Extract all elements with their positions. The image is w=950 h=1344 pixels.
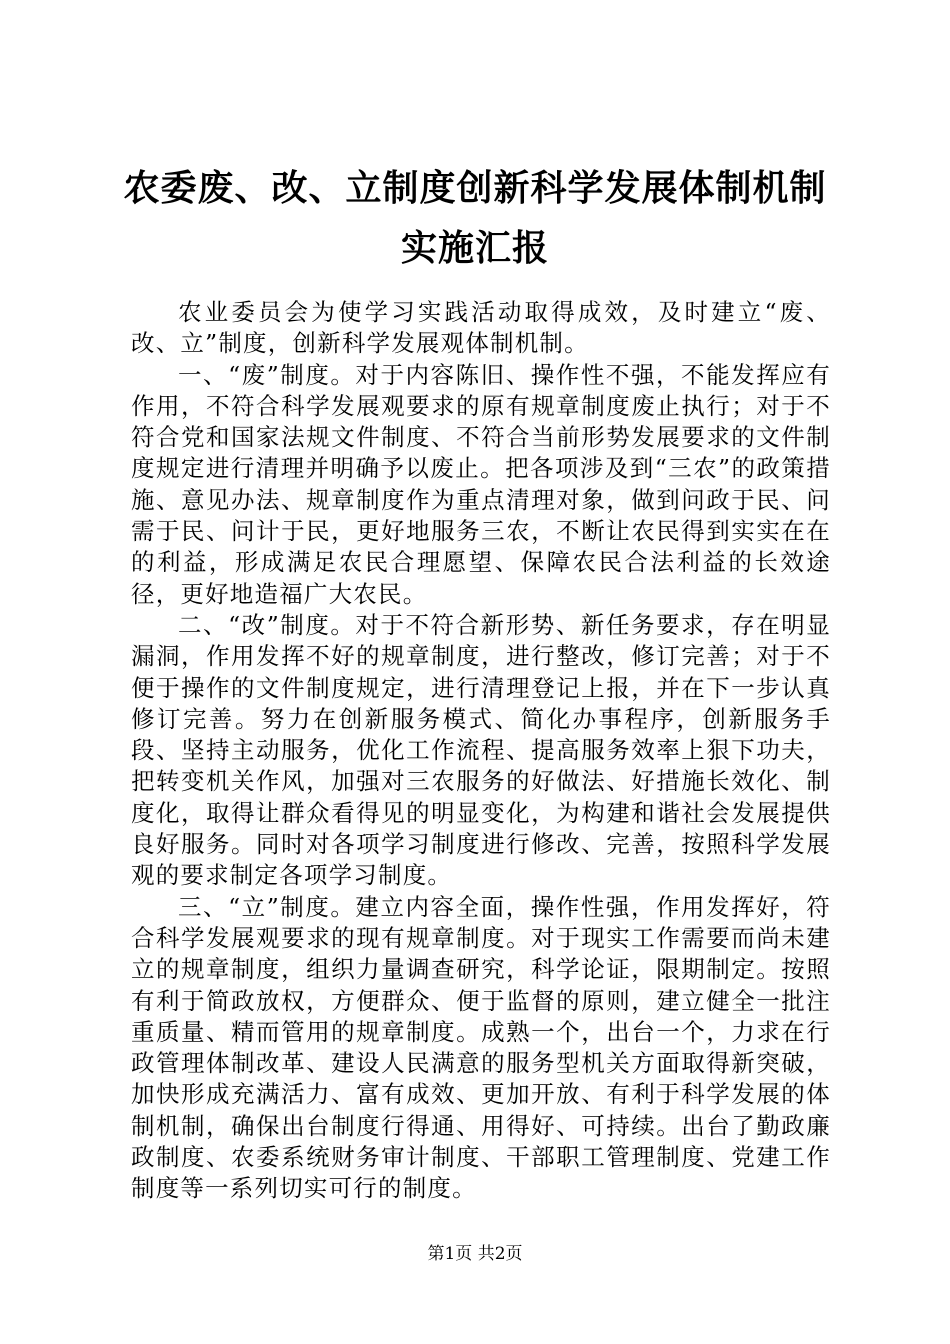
paragraph-establish: 三、“立”制度。建立内容全面，操作性强，作用发挥好，符合科学发展观要求的现有规章制度。对于现实工作需要而尚未建立的规章制度，组织力量调查研究，科学论证，限期制定。按照有利于简政放权，方便群众、便于监督的原则，建立健全一批注重质量、精而管用的规章制度。成熟一个，出台一个，力求在行政管理体制改革、建设人民满意的服务型机关方面取得新突破，加快形成充满活力、富有成效、更加开放、有利于科学发展的体制机制，确保出台制度行得通、用得好、可持续。出台了勤政廉政制度、农委系统财务审计制度、干部职工管理制度、党建工作制度等一系列切实可行的制度。 bbox=[131, 892, 831, 1203]
paragraph-abolish: 一、“废”制度。对于内容陈旧、操作性不强，不能发挥应有作用，不符合科学发展观要求的原有规章制度废止执行；对于不符合党和国家法规文件制度、不符合当前形势发展要求的文件制度规定进行清理并明确予以废止。把各项涉及到“三农”的政策措施、意见办法、规章制度作为重点清理对象，做到问政于民、问需于民、问计于民，更好地服务三农，不断让农民得到实实在在的利益，形成满足农民合理愿望、保障农民合法利益的长效途径，更好地造福广大农民。 bbox=[131, 360, 831, 608]
paragraph-revise: 二、“改”制度。对于不符合新形势、新任务要求，存在明显漏洞，作用发挥不好的规章制度，进行整改，修订完善；对于不便于操作的文件制度规定，进行清理登记上报，并在下一步认真修订完善。努力在创新服务模式、简化办事程序，创新服务手段、坚持主动服务，优化工作流程、提高服务效率上狠下功夫，把转变机关作风，加强对三农服务的好做法、好措施长效化、制度化，取得让群众看得见的明显变化，为构建和谐社会发展提供良好服务。同时对各项学习制度进行修改、完善，按照科学发展观的要求制定各项学习制度。 bbox=[131, 610, 831, 890]
page-number: 第1页 共2页 bbox=[427, 1244, 523, 1264]
document-title: 农委废、改、立制度创新科学发展体制机制实施汇报 bbox=[123, 167, 827, 269]
paragraph-intro: 农业委员会为使学习实践活动取得成效，及时建立“废、改、立”制度，创新科学发展观体制机制。 bbox=[131, 298, 831, 358]
document-body bbox=[131, 297, 831, 1205]
